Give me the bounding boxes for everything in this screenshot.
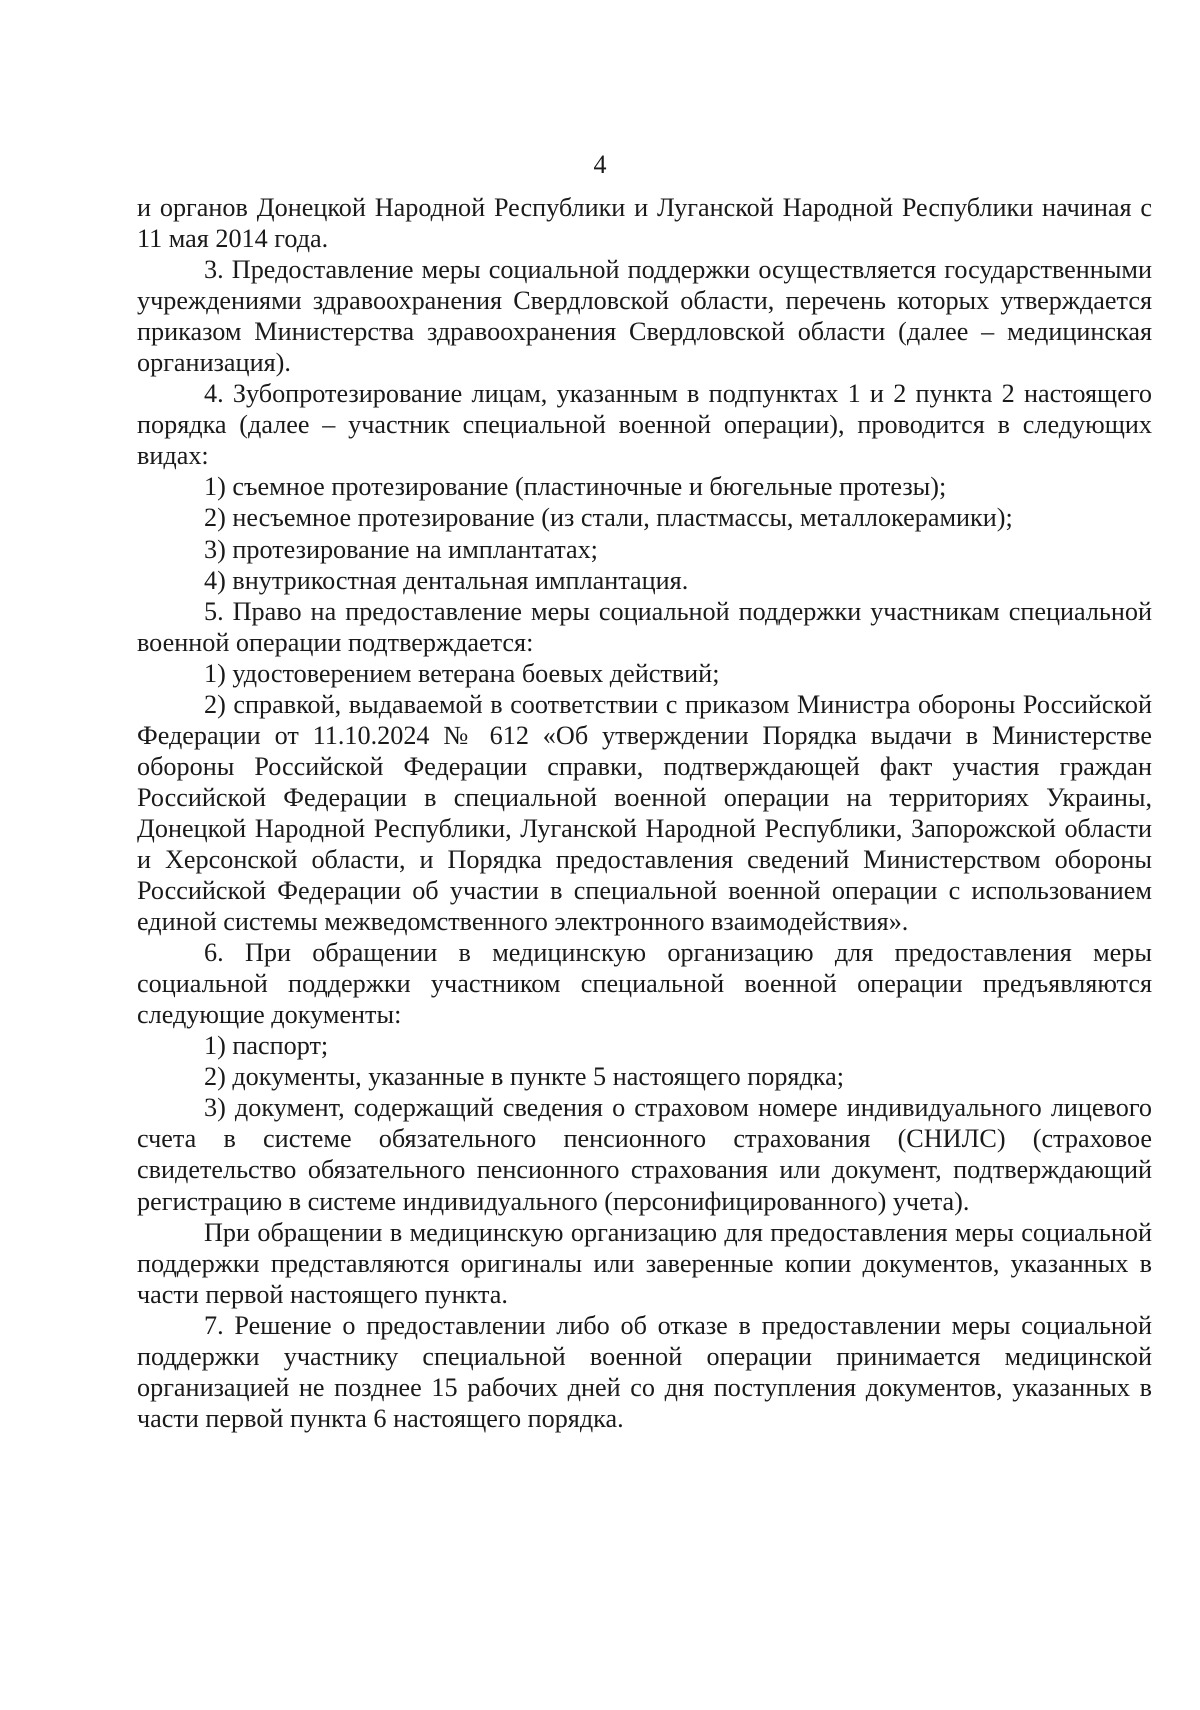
paragraph: 4) внутрикостная дентальная имплантация. — [204, 565, 689, 595]
paragraph: 2) документы, указанные в пункте 5 настоящего порядка; — [204, 1062, 845, 1092]
paragraph: 2) несъемное протезирование (из стали, пластмассы, металлокерамики); — [204, 503, 1013, 533]
paragraph: и органов Донецкой Народной Республики и Луганской Народной Республики начиная с 11 мая 2014 года. — [137, 193, 1152, 254]
paragraph: 4. Зубопротезирование лицам, указанным в подпунктах 1 и 2 пункта 2 настоящего порядка (далее – участник специальной военной операции), проводится в следующих видах: — [137, 379, 1152, 471]
paragraph: При обращении в медицинскую организацию для предоставления меры социальной поддержки представляются оригиналы или заверенные копии документов, указанных в части первой настоящего пункта. — [137, 1217, 1152, 1309]
paragraph: 1) паспорт; — [204, 1031, 329, 1061]
paragraph: 3. Предоставление меры социальной поддержки осуществляется государственными учреждениями здравоохранения Свердловской области, перечень которых утверждается приказом Министерства здравоохранения Свердловской области (далее – медицинская организация). — [137, 255, 1152, 378]
page-number: 4 — [593, 150, 607, 179]
paragraph: 6. При обращении в медицинскую организацию для предоставления меры социальной поддержки участником специальной военной операции предъявляются следующие документы: — [137, 938, 1152, 1030]
paragraph: 7. Решение о предоставлении либо об отказе в предоставлении меры социальной поддержки участнику специальной военной операции принимается медицинской организацией не позднее 15 рабочих дней со дня поступления документов, указанных в части первой пункта 6 настоящего порядка. — [137, 1310, 1152, 1433]
paragraph: 5. Право на предоставление меры социальной поддержки участникам специальной военной операции подтверждается: — [137, 596, 1152, 657]
paragraph: 2) справкой, выдаваемой в соответствии с приказом Министра обороны Российской Федерации от 11.10.2024 № 612 «Об утверждении Порядка выдачи в Министерстве обороны Российской Федерации справки, подтверждающей факт участия граждан Российской Федерации в специальной военной операции на территориях Украины, Донецкой Народной Республики, Луганской Народной Республики, Запорожской области и Херсонской области, и Порядка предоставления сведений Министерством обороны Российской Федерации об участии в специальной военной операции с использованием единой системы межведомственного электронного взаимодействия». — [137, 689, 1152, 937]
paragraph: 3) документ, содержащий сведения о страховом номере индивидуального лицевого счета в системе обязательного пенсионного страхования (СНИЛС) (страховое свидетельство обязательного пенсионного страхования или документ, подтверждающий регистрацию в системе индивидуального (персонифицированного) учета). — [137, 1093, 1152, 1216]
document-body — [137, 192, 1152, 1434]
paragraph: 1) удостоверением ветерана боевых действий; — [204, 658, 720, 688]
paragraph: 1) съемное протезирование (пластиночные и бюгельные протезы); — [204, 472, 947, 502]
paragraph: 3) протезирование на имплантатах; — [204, 534, 598, 564]
